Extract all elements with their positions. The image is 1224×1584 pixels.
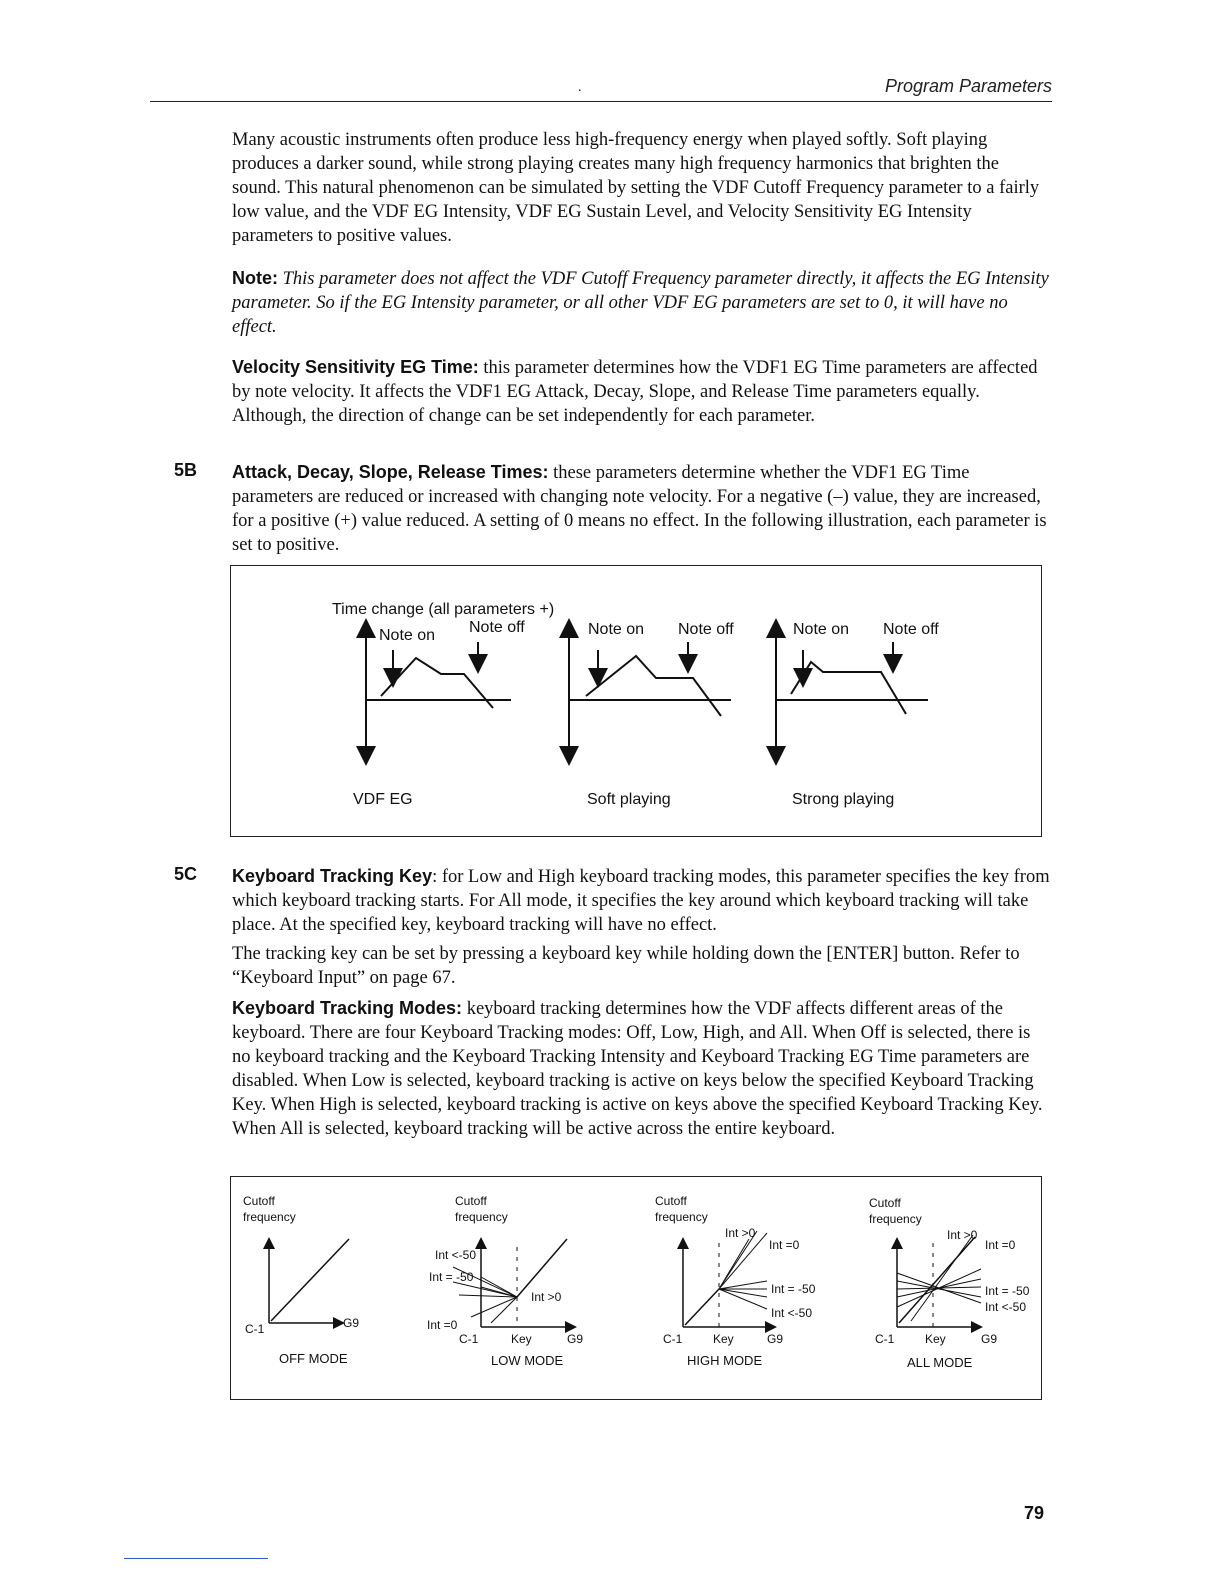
panel-off-mode [243,1194,359,1366]
section-5b-text: these parameters determine whether the VDF1 EG Time parameters are reduced or increased with changing note velocity. For a negative (–) value, they are increased, for a positive (+) value reduced. A setting of 0 means no effect. In the following illustration, each parameter is set to positive. [232,463,1047,555]
caption-all-mode: ALL MODE [907,1355,973,1370]
tracking-modes-paragraph [232,996,1052,1141]
g9-label: G9 [343,1316,360,1330]
section-5b-paragraph [232,460,1052,557]
frequency-label: frequency [243,1210,296,1224]
panel-soft-playing [569,621,734,808]
note-off-label: Note off [469,619,525,636]
panel-strong-playing [776,621,939,808]
int-lt-neg50-label: Int <-50 [435,1248,477,1262]
c1-label: C-1 [245,1322,265,1336]
vel-eg-time-label: Velocity Sensitivity EG Time: [232,357,479,377]
frequency-label: frequency [869,1212,922,1226]
vel-eg-time-text: this parameter determines how the VDF1 EG Time parameters are affected by note velocity. It affects the VDF1 EG Attack, Decay, Slope, and Release Time parameters equally. Although, the direction of change can be set independently for each parameter. [232,358,1038,426]
panel-low-mode [427,1194,583,1368]
cutoff-label: Cutoff [869,1196,901,1210]
section-5c-text: : for Low and High keyboard tracking modes, this parameter specifies the key from which keyboard tracking starts. For All mode, it specifies the key around which keyboard tracking will take place. At the specified key, keyboard tracking will have no effect. [232,867,1050,935]
key-label: Key [511,1332,532,1346]
int-lt-neg50-label: Int <-50 [771,1306,813,1320]
header-rule [150,101,1052,102]
caption-vdf-eg: VDF EG [353,791,413,808]
caption-strong-playing: Strong playing [792,791,895,808]
caption-soft-playing: Soft playing [587,791,671,808]
section-5b-label: Attack, Decay, Slope, Release Times: [232,462,549,482]
figure-keyboard-tracking-modes [230,1176,1042,1400]
section-5c-paragraph [232,864,1052,937]
c1-label: C-1 [663,1332,683,1346]
key-label: Key [713,1332,734,1346]
note-label: Note: [232,268,278,288]
figure-eg-time-change [230,565,1042,837]
panel-high-mode [655,1194,816,1368]
section-marker-5c: 5C [174,864,198,884]
running-header: Program Parameters [884,76,1052,96]
int-eq-neg50-label: Int = -50 [429,1270,474,1284]
note-on-label: Note on [793,621,850,638]
int-gt0-label: Int >0 [725,1226,756,1240]
int-eq0-label: Int =0 [427,1318,458,1332]
panel-all-mode [869,1196,1030,1370]
section-5c-label: Keyboard Tracking Key [232,866,433,886]
int-eq0-label: Int =0 [769,1238,800,1252]
eg-time-diagram [231,566,1041,836]
intro-paragraph: Many acoustic instruments often produce less high-frequency energy when played softly. Soft playing produces a darker sound, while strong playing creates many high frequency harmonics that brighten the sound. This natural phenomenon can be simulated by setting the VDF Cutoff Frequency parameter to a fairly low value, and the VDF EG Intensity, VDF EG Sustain Level, and Velocity Sensitivity EG Intensity parameters to positive values. [232,130,1040,246]
note-text: This parameter does not affect the VDF Cutoff Frequency parameter directly, it affects the EG Intensity parameter. So if the EG Intensity parameter, or all other VDF EG parameters are set to 0, it will have no effect. [232,269,1049,337]
g9-label: G9 [767,1332,784,1346]
frequency-label: frequency [655,1210,708,1224]
key-label: Key [925,1332,946,1346]
cutoff-label: Cutoff [455,1194,487,1208]
c1-label: C-1 [459,1332,479,1346]
footer-rule [124,1558,268,1559]
caption-low-mode: LOW MODE [491,1353,564,1368]
figure1-title: Time change (all parameters +) [332,601,555,618]
note-off-label: Note off [678,621,734,638]
vel-eg-time-paragraph [232,355,1052,428]
caption-high-mode: HIGH MODE [687,1353,763,1368]
note-on-label: Note on [588,621,645,638]
g9-label: G9 [981,1332,998,1346]
frequency-label: frequency [455,1210,508,1224]
note-paragraph [232,266,1052,339]
tracking-modes-text: keyboard tracking determines how the VDF affects different areas of the keyboard. There are four Keyboard Tracking modes: Off, Low, High, and All. When Off is selected, there is no keyboard tracking and the Keyboard Tracking Intensity and Keyboard Tracking EG Time parameters are disabled. When Low is selected, keyboard tracking is active on keys below the specified Keyboard Tracking Key. When High is selected, keyboard tracking is active on keys above the specified Keyboard Tracking Key. When All is selected, keyboard tracking will be active across the entire keyboard. [232,999,1043,1139]
int-eq-neg50-label: Int = -50 [985,1284,1030,1298]
section-marker-5b: 5B [174,460,198,480]
c1-label: C-1 [875,1332,895,1346]
int-eq0-label: Int =0 [985,1238,1016,1252]
tracking-key-paragraph: The tracking key can be set by pressing a keyboard key while holding down the [ENTER] button. Refer to “Keyboard Input” on page 67. [232,944,1020,988]
int-gt0-label: Int >0 [531,1290,562,1304]
header-dot: . [578,80,582,95]
note-off-label: Note off [883,621,939,638]
int-gt0-label: Int >0 [947,1228,978,1242]
caption-off-mode: OFF MODE [279,1351,348,1366]
cutoff-label: Cutoff [655,1194,687,1208]
int-eq-neg50-label: Int = -50 [771,1282,816,1296]
panel-vdf-eg [353,619,525,808]
cutoff-label: Cutoff [243,1194,275,1208]
int-lt-neg50-label: Int <-50 [985,1300,1027,1314]
page-number: 79 [1023,1503,1044,1523]
g9-label: G9 [567,1332,584,1346]
note-on-label: Note on [379,627,436,644]
tracking-modes-label: Keyboard Tracking Modes: [232,998,463,1018]
keyboard-tracking-diagram [231,1177,1041,1399]
